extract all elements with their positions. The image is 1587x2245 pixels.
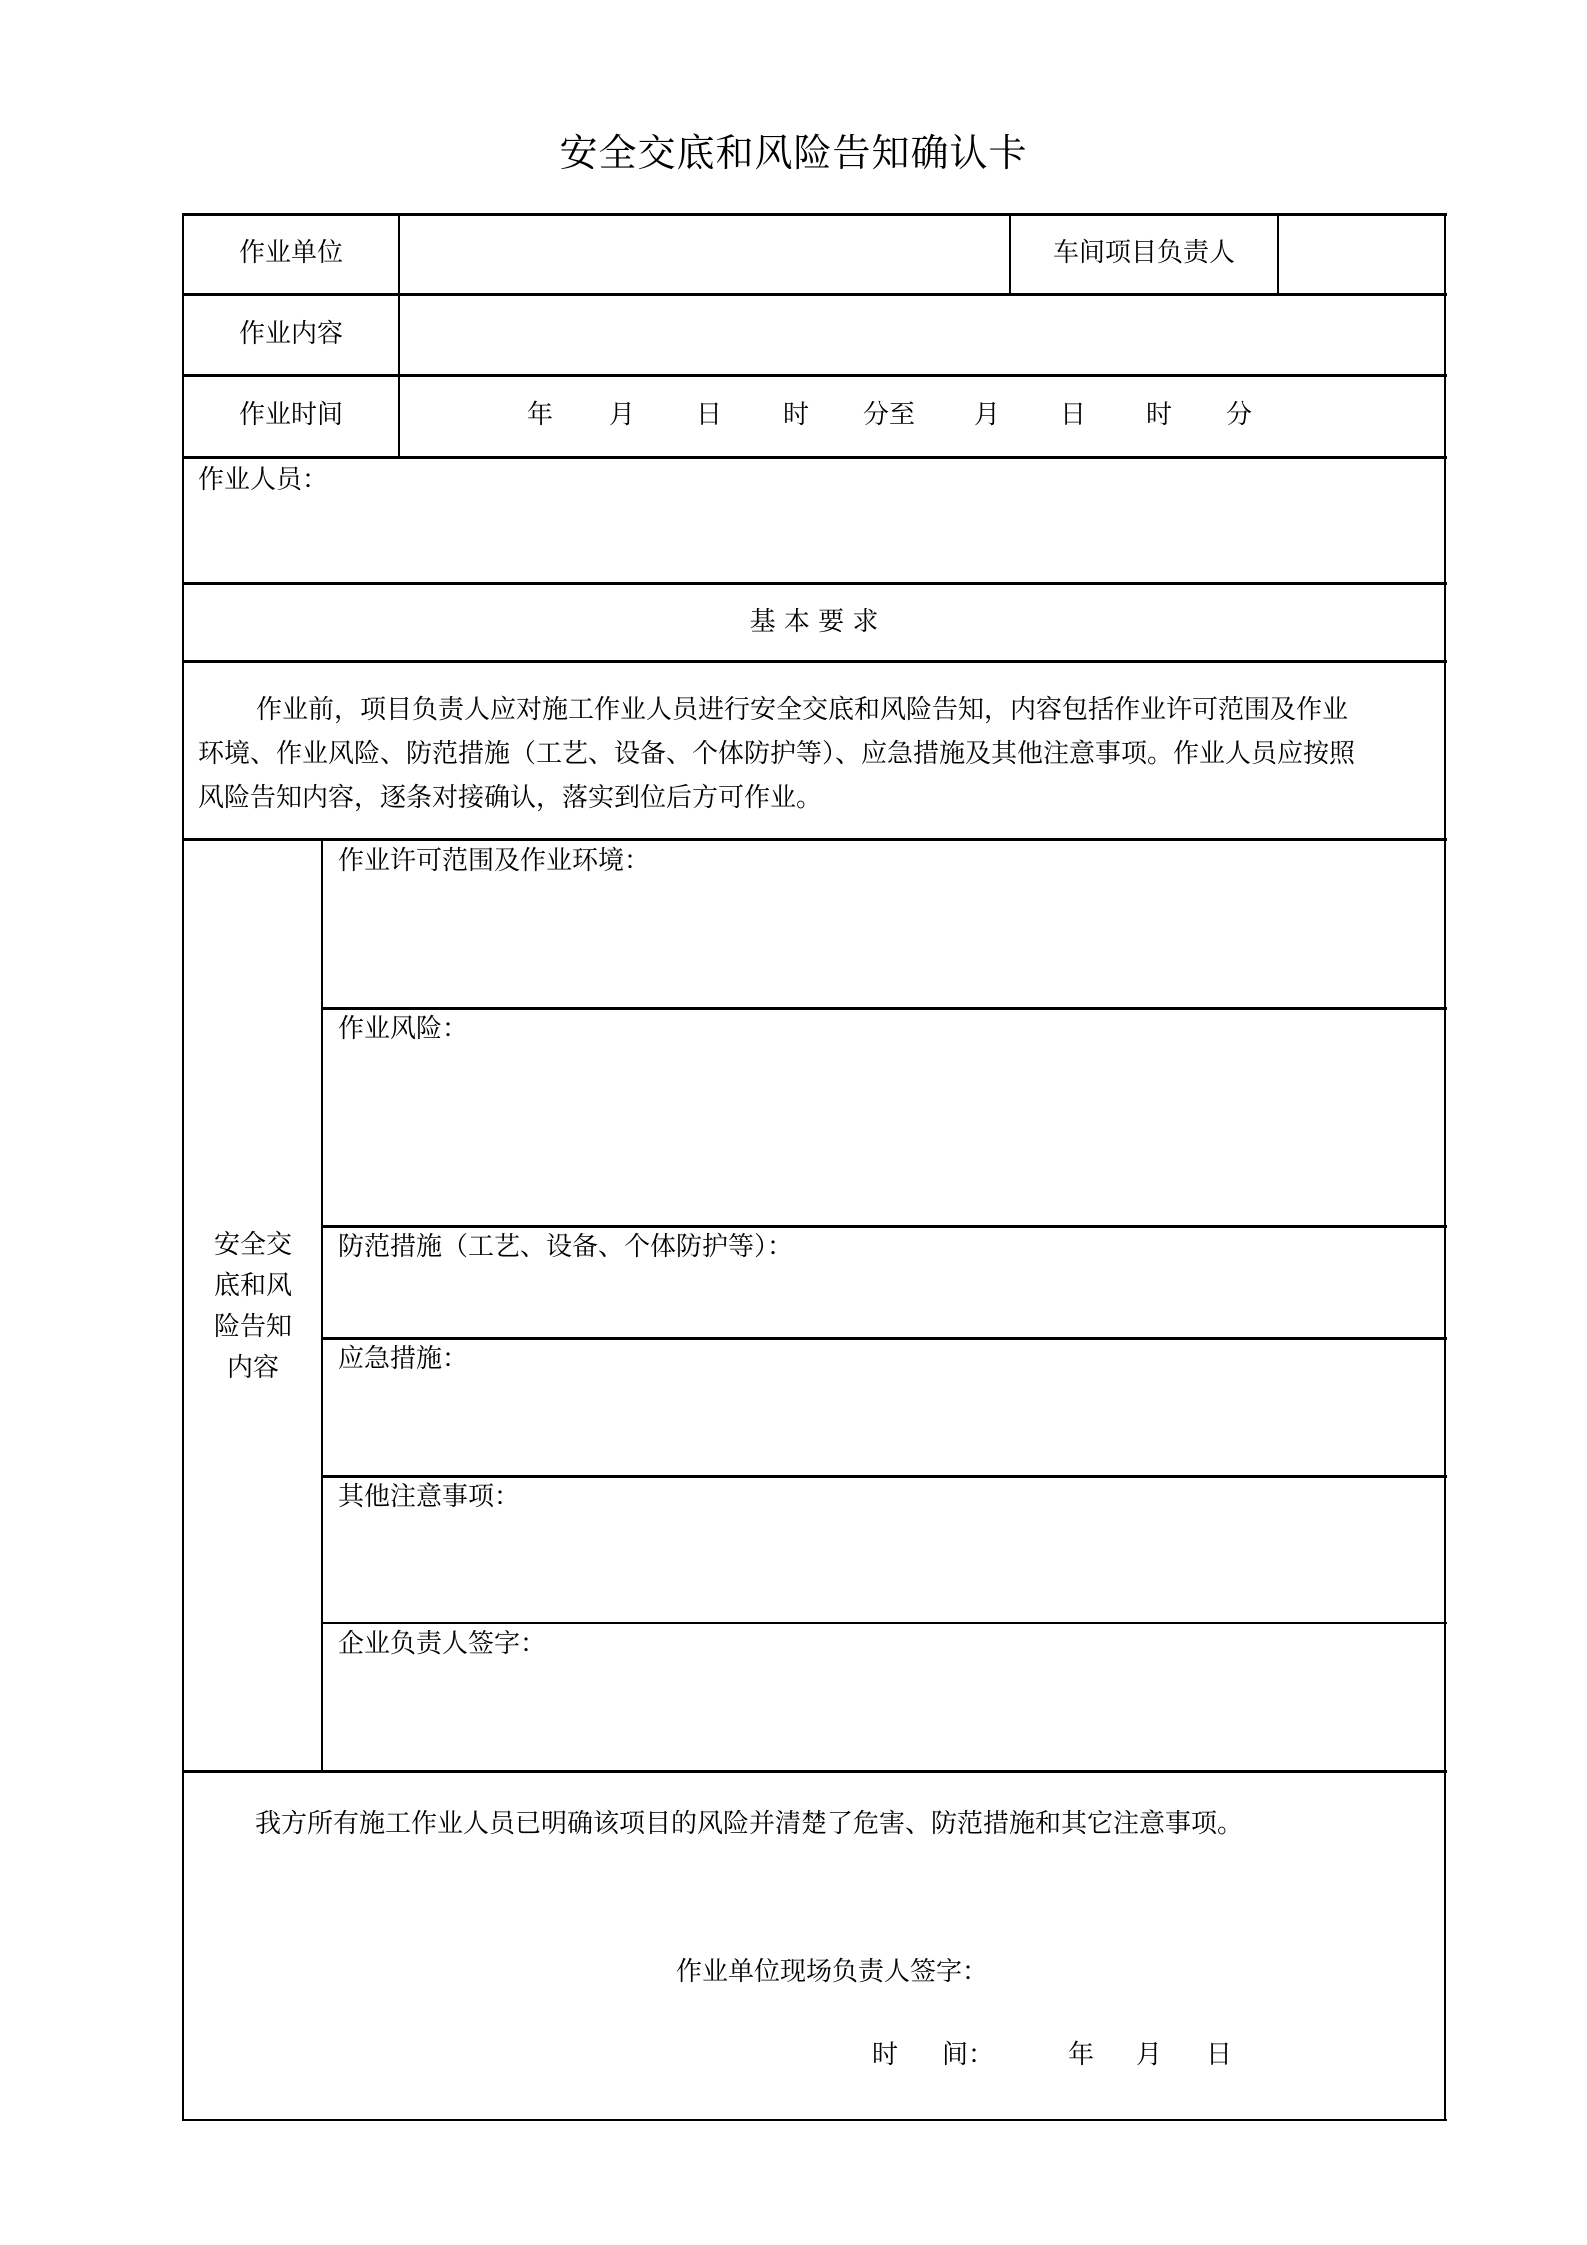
side-label-line: 内容 <box>226 1353 279 1383</box>
document-title: 安全交底和风险告知确认卡 <box>559 131 1028 175</box>
side-label-line: 安全交 <box>213 1230 292 1260</box>
work-time-label: 作业时间 <box>238 400 343 430</box>
time-unit-minute-end: 分 <box>1226 400 1253 430</box>
paragraph-text: 作业前，项目负责人应对施工作业人员进行安全交底和风险告知，内容包括作业许可范围及作业 <box>256 695 1349 725</box>
row-divider <box>322 1337 1447 1340</box>
row-divider <box>322 1622 1447 1624</box>
work-unit-label: 作业单位 <box>238 238 343 268</box>
workers-label: 作业人员： <box>198 465 329 495</box>
time-unit-hour: 时 <box>783 400 810 430</box>
row-divider <box>322 1475 1447 1478</box>
side-label-line: 险告知 <box>213 1312 292 1342</box>
col-divider <box>398 213 400 457</box>
disclosure-side-label <box>184 1225 322 1389</box>
side-label-line: 底和风 <box>213 1271 292 1301</box>
row-divider <box>182 660 1447 663</box>
date-unit-year: 年 <box>1068 2040 1095 2070</box>
time-unit-month-end: 月 <box>974 400 1001 430</box>
company-leader-signature-field[interactable] <box>325 1663 1444 1770</box>
time-label-char-2: 间： <box>942 2040 995 2070</box>
time-unit-year: 年 <box>527 400 554 430</box>
time-unit-month: 月 <box>609 400 636 430</box>
row-divider <box>182 838 1447 841</box>
table-border-right <box>1444 213 1446 2121</box>
permit-scope-field[interactable] <box>325 880 1444 1007</box>
basic-requirements-paragraph <box>198 688 1430 820</box>
site-leader-signature-field[interactable] <box>1000 1950 1420 1994</box>
row-divider <box>322 1007 1447 1010</box>
col-divider <box>1277 213 1279 295</box>
row-divider <box>182 456 1447 459</box>
emergency-measures-label: 应急措施： <box>338 1344 469 1374</box>
project-leader-label: 车间项目负责人 <box>1052 238 1235 268</box>
preventive-measures-label: 防范措施（工艺、设备、个体防护等）： <box>338 1232 794 1262</box>
confirmation-statement: 我方所有施工作业人员已明确该项目的风险并清楚了危害、防范措施和其它注意事项。 <box>255 1809 1244 1839</box>
work-content-field[interactable] <box>401 296 1444 374</box>
paragraph-line: 风险告知内容，逐条对接确认，落实到位后方可作业。 <box>198 783 823 813</box>
paragraph-line <box>198 688 1430 732</box>
row-divider <box>182 582 1447 585</box>
permit-scope-label: 作业许可范围及作业环境： <box>338 846 651 876</box>
table-border-left <box>182 213 184 2121</box>
site-leader-signature-label: 作业单位现场负责人签字： <box>676 1957 989 1987</box>
time-unit-hour-end: 时 <box>1146 400 1173 430</box>
basic-requirements-heading: 基 本 要 求 <box>749 607 879 637</box>
workers-field[interactable] <box>185 500 1444 582</box>
paragraph-line: 环境、作业风险、防范措施（工艺、设备、个体防护等）、应急措施及其他注意事项。作业人员应按照 <box>198 739 1356 769</box>
other-notes-field[interactable] <box>325 1516 1444 1622</box>
emergency-measures-field[interactable] <box>325 1378 1444 1475</box>
time-unit-day: 日 <box>696 400 723 430</box>
company-leader-signature-label: 企业负责人签字： <box>338 1629 547 1659</box>
work-risk-field[interactable] <box>325 1048 1444 1225</box>
time-unit-day-end: 日 <box>1060 400 1087 430</box>
work-unit-field[interactable] <box>401 216 1009 293</box>
date-unit-month: 月 <box>1136 2040 1163 2070</box>
date-unit-day: 日 <box>1206 2040 1233 2070</box>
row-divider <box>182 1770 1447 1773</box>
time-unit-minute-to: 分至 <box>863 400 916 430</box>
work-content-label: 作业内容 <box>238 319 343 349</box>
row-divider <box>322 1225 1447 1228</box>
preventive-measures-field[interactable] <box>325 1266 1444 1337</box>
work-risk-label: 作业风险： <box>338 1014 469 1044</box>
other-notes-label: 其他注意事项： <box>338 1482 521 1512</box>
time-label-char-1: 时 <box>872 2040 899 2070</box>
table-border-bottom <box>182 2119 1447 2121</box>
project-leader-field[interactable] <box>1280 216 1444 293</box>
work-time-field[interactable] <box>401 377 1444 456</box>
